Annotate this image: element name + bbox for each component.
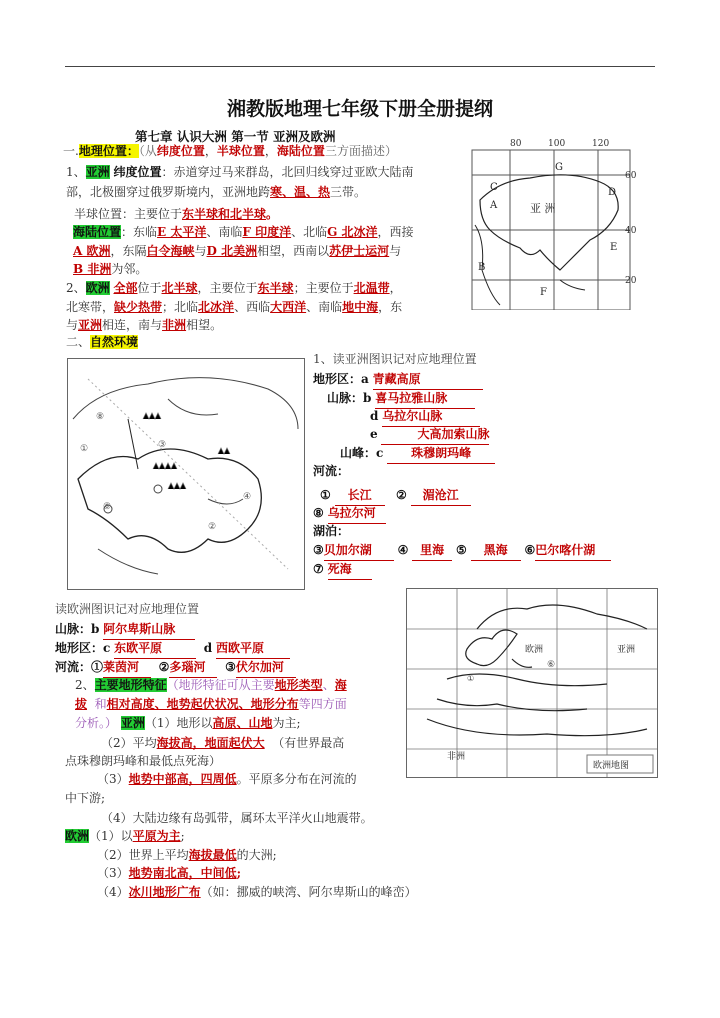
text: （4） <box>97 885 129 899</box>
text: 为邻。 <box>111 262 148 276</box>
text: （1）地形以 <box>144 716 213 730</box>
sea-land-line-3 <box>73 260 147 279</box>
letter: e <box>370 427 378 441</box>
map-letter: C <box>490 182 498 193</box>
text: ：东临 <box>121 225 158 239</box>
europe-line-1 <box>66 279 402 298</box>
location-heading <box>63 142 397 161</box>
answer: 海 <box>334 678 347 692</box>
item-number: 2、 <box>75 678 95 692</box>
answer: F 印度洋 <box>242 225 292 239</box>
asia-mountain-row-b <box>327 389 475 409</box>
asia-physical-map <box>67 358 305 590</box>
label: 地形区： <box>313 372 362 386</box>
answer: 里海 <box>412 541 452 561</box>
text: ， <box>389 281 402 295</box>
text: （3） <box>97 772 129 786</box>
text: 点珠穆朗玛峰和最低点死海） <box>65 754 222 768</box>
location-label: 地理位置： <box>78 144 139 158</box>
text: ，主要位于 <box>197 281 258 295</box>
europe-terrain-row <box>55 639 290 659</box>
chapter-heading: 第七章 认识大洲 第一节 亚洲及欧洲 <box>135 129 336 144</box>
answer: 半球位置 <box>216 144 265 158</box>
text: 北寒带， <box>66 300 115 314</box>
text: 的大洲; <box>236 848 277 862</box>
answer: 珠穆朗玛峰 <box>387 444 495 464</box>
asia-physical-map-svg <box>68 359 304 589</box>
number: ④ <box>397 543 409 557</box>
text: 与 <box>194 244 207 258</box>
answer: 多瑙河 <box>169 658 217 678</box>
text: 半球位置：主要位于 <box>74 207 183 221</box>
asia-river-row-2 <box>313 504 386 524</box>
answer: 北温带 <box>353 281 390 295</box>
asia-feature-2b <box>65 752 221 771</box>
answer: 纬度位置 <box>156 144 205 158</box>
text: （1）以 <box>89 829 133 843</box>
asia-feature-4 <box>101 809 373 828</box>
asia-latitude-line <box>66 163 414 182</box>
europe-map <box>406 588 658 778</box>
answer: 大西洋 <box>270 300 307 314</box>
answer: 地中海 <box>342 300 379 314</box>
number: ⑧ <box>313 506 324 520</box>
europe-tag: 欧洲 <box>65 829 90 843</box>
answer: B 非洲 <box>73 262 112 276</box>
tick-label: 20 <box>625 276 637 286</box>
number: ③ <box>225 660 236 674</box>
asia-lake-row-1 <box>313 541 611 561</box>
map-label-asia: 亚 洲 <box>530 202 556 215</box>
read-asia-instruction: 1、读亚洲图识记对应地理位置 <box>313 352 477 366</box>
letter: b <box>91 622 100 636</box>
label: 河流： <box>55 660 92 674</box>
tick-label: 40 <box>625 226 637 236</box>
text: 、北临 <box>291 225 328 239</box>
text: 和 <box>94 697 107 711</box>
letter: c <box>376 446 384 460</box>
map-label-europe: 欧洲 <box>525 645 544 655</box>
answer: D 北美洲 <box>206 244 258 258</box>
section-number: 二、 <box>66 335 91 349</box>
number: ⑤ <box>456 543 467 557</box>
svg-text:②: ② <box>208 522 217 532</box>
natural-env-label: 自然环境 <box>90 335 139 349</box>
text: 三方面描述） <box>324 144 397 158</box>
answer: 缺少热带 <box>114 300 163 314</box>
label: 山峰： <box>340 446 377 460</box>
text: （2）平均 <box>101 736 157 750</box>
europe-feature-4 <box>97 883 417 902</box>
europe-feature-1 <box>65 827 185 846</box>
text: 。平原多分布在河流的 <box>236 772 357 786</box>
europe-map-svg <box>407 589 657 777</box>
map-marker: ⑥ <box>547 660 556 670</box>
text: ，东隔 <box>110 244 147 258</box>
answer: 海陆位置 <box>276 144 325 158</box>
answer: 全部 <box>113 281 138 295</box>
answer: 大高加索山脉 <box>381 425 489 445</box>
asia-location-map <box>460 130 640 310</box>
hemisphere-line <box>74 205 278 224</box>
answer: 寒、温、热 <box>270 185 331 199</box>
answer: 黑海 <box>471 541 521 561</box>
number: ① <box>320 488 331 502</box>
asia-terrain-row <box>313 370 483 390</box>
text: ， <box>264 144 277 158</box>
text: 与 <box>66 318 79 332</box>
text: ; <box>180 829 185 843</box>
item-number: 1、 <box>66 165 86 179</box>
map-letter: B <box>478 262 486 273</box>
text: 相连，南与 <box>102 318 163 332</box>
answer: G 北冰洋 <box>327 225 378 239</box>
svg-text:⑧: ⑧ <box>96 412 105 422</box>
answer: 海拔高，地面起伏大 <box>156 736 265 750</box>
latitude-label: 纬度位置 <box>113 165 162 179</box>
sea-land-line-2 <box>73 242 401 261</box>
asia-mountain-row-e <box>370 425 489 445</box>
answer: 地势南北高，中间低 <box>128 866 237 880</box>
answer: 北冰洋 <box>198 300 235 314</box>
text: 。 <box>266 207 279 221</box>
number: ② <box>158 660 170 674</box>
asia-feature-2 <box>101 734 344 753</box>
page-title: 湘教版地理七年级下册全册提纲 <box>226 98 493 120</box>
answer: 相对高度、地势起伏状况、地形分布 <box>106 697 299 711</box>
asia-lake-row-2 <box>313 560 372 580</box>
feature-heading-1 <box>75 676 347 695</box>
answer: 冰川地形广布 <box>128 885 201 899</box>
text: （3） <box>97 866 129 880</box>
asia-latitude-line-2 <box>66 183 366 202</box>
text: 相望。 <box>186 318 223 332</box>
map-label-africa: 非洲 <box>447 752 466 762</box>
svg-text:④: ④ <box>243 492 252 502</box>
asia-peak-row <box>340 444 495 464</box>
text: 分析。） <box>75 716 118 730</box>
text: 与 <box>389 244 402 258</box>
tick-label: 100 <box>548 139 566 149</box>
map-letter: F <box>540 287 547 298</box>
answer: 伏尔加河 <box>236 658 296 678</box>
item-number: 2、 <box>66 281 86 295</box>
text: 部，北极圈穿过俄罗斯境内，亚洲地跨 <box>66 185 271 199</box>
natural-env-heading <box>66 333 138 352</box>
answer: 西欧平原 <box>216 639 290 659</box>
map-marker: ① <box>467 674 475 683</box>
answer: 白令海峡 <box>146 244 195 258</box>
asia-tag: 亚洲 <box>85 165 110 179</box>
feature-label: 主要地形特征 <box>94 678 167 692</box>
label: 地形区： <box>55 641 104 655</box>
text: ；北临 <box>162 300 199 314</box>
answer: 海拔最低 <box>188 848 237 862</box>
svg-text:①: ① <box>80 444 89 454</box>
number: ③ <box>313 543 324 557</box>
answer: 非洲 <box>162 318 187 332</box>
answer: 莱茵河 <box>103 658 151 678</box>
answer: 平原为主 <box>132 829 181 843</box>
answer: 东半球 <box>257 281 294 295</box>
answer: 高原、山地 <box>212 716 273 730</box>
map-caption: 欧洲地图 <box>593 761 630 771</box>
text: ：赤道穿过马来群岛，北回归线穿过亚欧大陆南 <box>161 165 414 179</box>
label: 山脉： <box>55 622 92 636</box>
answer: 长江 <box>335 486 385 506</box>
answer: 巴尔喀什湖 <box>535 541 611 561</box>
svg-text:⑥: ⑥ <box>103 502 112 512</box>
answer: 湄沧江 <box>411 486 471 506</box>
text: ; <box>236 866 242 880</box>
map-letter: A <box>490 200 498 211</box>
europe-feature-2 <box>97 846 277 865</box>
asia-feature-3b <box>65 789 105 808</box>
text: （地形特征可从主要 <box>166 678 275 692</box>
asia-location-map-svg <box>460 130 640 310</box>
text: （从 <box>138 144 157 158</box>
map-letter: G <box>555 162 563 173</box>
tick-label: 80 <box>510 139 522 149</box>
answer: 亚洲 <box>78 318 103 332</box>
feature-heading-2 <box>75 695 347 714</box>
read-europe-instruction: 读欧洲图识记对应地理位置 <box>55 602 200 616</box>
text: 为主; <box>272 716 301 730</box>
letter: c <box>103 641 111 655</box>
asia-river-label <box>313 462 349 481</box>
answer: 乌拉尔河 <box>328 504 386 524</box>
answer: 拔 <box>75 697 88 711</box>
asia-mountain-row-d <box>370 407 480 427</box>
text: （2）世界上平均 <box>97 848 189 862</box>
asia-tag: 亚洲 <box>120 716 145 730</box>
number: ⑦ <box>313 562 324 576</box>
text: 、南临 <box>206 225 243 239</box>
asia-feature-1 <box>75 714 301 733</box>
sea-land-line-1 <box>73 223 414 242</box>
text: 、西临 <box>234 300 271 314</box>
text: （有世界最高 <box>272 736 345 750</box>
sea-land-label: 海陆位置 <box>73 225 122 239</box>
text: （如：挪威的峡湾、阿尔卑斯山的峰峦） <box>200 885 417 899</box>
europe-feature-3 <box>97 864 241 883</box>
europe-tag: 欧洲 <box>85 281 110 295</box>
text: ，东 <box>378 300 403 314</box>
text: ， <box>204 144 217 158</box>
answer: E 太平洋 <box>157 225 207 239</box>
letter: d <box>203 641 213 655</box>
number: ⑥ <box>524 543 536 557</box>
letter: b <box>363 391 372 405</box>
text: ；主要位于 <box>293 281 354 295</box>
answer: 北半球 <box>161 281 198 295</box>
answer: 贝加尔湖 <box>324 541 394 561</box>
answer: 地形类型 <box>274 678 323 692</box>
answer: 地势中部高，四周低 <box>128 772 237 786</box>
tick-label: 60 <box>625 171 637 181</box>
top-rule <box>65 66 655 67</box>
answer: 苏伊士运河 <box>329 244 390 258</box>
map-label-asia: 亚洲 <box>617 645 636 655</box>
answer: 喜马拉雅山脉 <box>375 389 475 409</box>
europe-line-2 <box>66 298 402 317</box>
answer: 死海 <box>328 560 372 580</box>
letter: a <box>361 372 369 386</box>
tick-label: 120 <box>592 139 610 149</box>
text: 、南临 <box>306 300 343 314</box>
text: （4）大陆边缘有岛弧带，属环太平洋火山地震带。 <box>101 811 373 825</box>
number: ① <box>91 660 104 674</box>
text: 中下游; <box>65 791 106 805</box>
number: ② <box>396 488 407 502</box>
answer: 阿尔卑斯山脉 <box>103 620 195 640</box>
letter: d <box>370 409 379 423</box>
label: 湖泊： <box>313 524 350 538</box>
asia-river-row-1 <box>320 486 471 506</box>
text: 相望，西南以 <box>257 244 330 258</box>
text: 等四方面 <box>298 697 347 711</box>
text: 位于 <box>137 281 162 295</box>
answer: 青藏高原 <box>373 370 483 390</box>
label: 山脉： <box>327 391 364 405</box>
text: 三带。 <box>330 185 367 199</box>
label: 河流： <box>313 464 350 478</box>
answer: 东半球和北半球 <box>182 207 267 221</box>
text: ，西接 <box>377 225 414 239</box>
map-letter: E <box>610 242 618 253</box>
answer: 东欧平原 <box>114 639 196 659</box>
map-letter: D <box>608 187 617 198</box>
europe-mountain-row <box>55 620 195 640</box>
section-number: 一. <box>63 144 79 158</box>
europe-river-row <box>55 658 296 678</box>
text: 、 <box>322 678 335 692</box>
svg-text:③: ③ <box>158 440 167 450</box>
asia-feature-3 <box>97 770 357 789</box>
answer: 乌拉尔山脉 <box>382 407 480 427</box>
answer: A 欧洲 <box>73 244 111 258</box>
asia-lake-label <box>313 522 349 541</box>
